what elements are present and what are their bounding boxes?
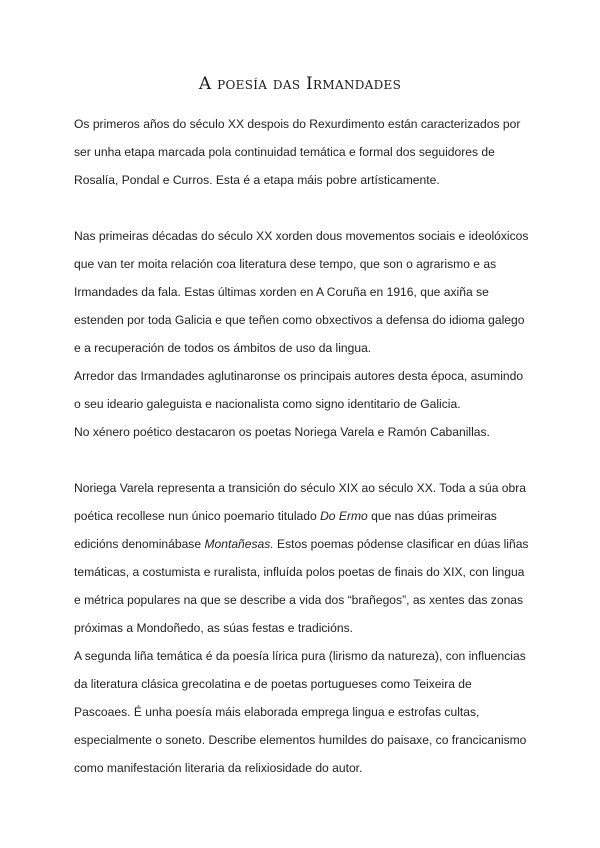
- text-line: Os primeros años do século XX despois do Rexurdimento están caracterizados por: [74, 117, 521, 131]
- text-line: temáticas, a costumista e ruralista, influída polos poetas de finais do XIX, con lingua: [74, 565, 525, 579]
- text-line: que van ter moita relación coa literatura dese tempo, que son o agrarismo e as: [74, 257, 497, 271]
- text-line: da literatura clásica grecolatina e de poetas portugueses como Teixeira de: [74, 677, 472, 691]
- text-line-with-title: [74, 502, 534, 530]
- text-line: Irmandades da fala. Estas últimas xorden en A Coruña en 1916, que axiña se: [74, 285, 489, 299]
- text-line: Nas primeiras décadas do século XX xorden dous movementos sociais e ideolóxicos: [74, 229, 529, 243]
- text-line: No xénero poético destacaron os poetas Noriega Varela e Ramón Cabanillas.: [74, 425, 490, 439]
- text-line: Noriega Varela representa a transición do século XIX ao século XX. Toda a súa obra: [74, 481, 526, 495]
- paragraph-movements: [74, 222, 534, 446]
- work-title-montanesas: Montañesas.: [204, 537, 274, 551]
- text-segment: edicións denominábase: [74, 537, 205, 551]
- text-line: o seu ideario galeguista e nacionalista como signo identitario de Galicia.: [74, 397, 461, 411]
- text-segment: Estos poemas pódense clasificar en dúas liñas: [273, 537, 529, 551]
- text-line: Pascoaes. É unha poesía máis elaborada emprega lingua e estrofas cultas,: [74, 705, 480, 719]
- text-line: e métrica populares na que se describe a vida dos “brañegos”, as xentes das zonas: [74, 593, 524, 607]
- text-line: Arredor das Irmandades aglutinaronse os principais autores desta época, asumindo: [74, 369, 524, 383]
- text-line-with-title: [74, 530, 534, 558]
- text-line: e a recuperación de todos os ámbitos de uso da lingua.: [74, 341, 372, 355]
- text-line: Rosalía, Pondal e Curros. Esta é a etapa máis pobre artísticamente.: [74, 173, 440, 187]
- text-line: estenden por toda Galicia e que teñen como obxectivos a defensa do idioma galego: [74, 313, 525, 327]
- text-segment: que nas dúas primeiras: [367, 509, 497, 523]
- text-line: próximas a Mondoñedo, as súas festas e tradicións.: [74, 621, 353, 635]
- work-title-do-ermo: Do Ermo: [320, 509, 368, 523]
- page-title: A poesía das Irmandades: [198, 74, 402, 94]
- text-line: A segunda liña temática é da poesía lírica pura (lirismo da natureza), con influencias: [74, 649, 526, 663]
- text-line: como manifestación literaria da relixiosidade do autor.: [74, 761, 363, 775]
- paragraph-intro: [74, 110, 534, 194]
- text-line: especialmente o soneto. Describe elementos humildes do paisaxe, co francicanismo: [74, 733, 527, 747]
- paragraph-noriega-varela: [74, 474, 534, 782]
- text-segment: poética recollese nun único poemario titulado: [74, 509, 321, 523]
- text-line: ser unha etapa marcada pola continuidad temática e formal dos seguidores de: [74, 145, 495, 159]
